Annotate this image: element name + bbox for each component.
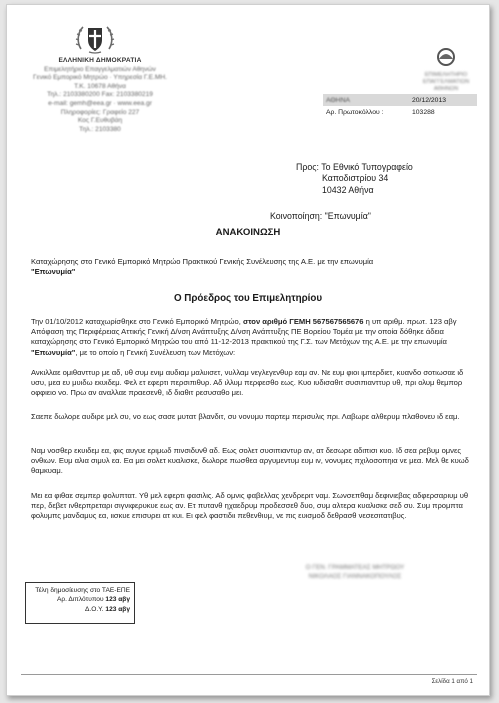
fees-receipt-label: Αρ. Διπλότυπου xyxy=(56,596,104,604)
subject-text: Καταχώρησης στο Γενικό Εμπορικό Μητρώο Πρακτικού Γενικής Συνέλευσης της Α.Ε. με την επωνυμία xyxy=(31,257,374,266)
chamber-logo-text: ΑΘΗΝΩΝ xyxy=(433,86,459,92)
signature-name: ΝΙΚΟΛΑΟΣ ΓΙΑΝΝΑΚΟΠΟΥΛΟΣ xyxy=(308,573,402,580)
fees-tax-office-value: 123 αβγ xyxy=(105,605,130,613)
protocol-label: Αρ. Πρωτοκόλλου : xyxy=(326,108,384,116)
issuer-line: Πληροφορίες: Γραφείο 227 xyxy=(60,108,140,116)
fees-receipt-value: 123 αβγ xyxy=(105,596,130,604)
issuer-name: ΕΛΛΗΝΙΚΗ ΔΗΜΟΚΡΑΤΙΑ xyxy=(58,57,142,64)
reference-box xyxy=(323,94,477,118)
issuer-line: Τ.Κ. 10678 Αθήνα xyxy=(74,82,126,90)
recipient-prefix: Προς: xyxy=(296,162,319,172)
issuer-line: Κος Γ.Ευθυβάη xyxy=(77,117,123,125)
subject-company: "Επωνυμία" xyxy=(31,267,76,276)
intro-text: η υπ αριθμ. πρωτ. 123 αβγ Απόφαση της Περιφέρειας Αττικής Γενική Δ/νση Ανάπτυξης Δ/νση Ανάπτυξης ΠΕ Βορείου Τομέα με την οποία δόθηκε άδεια καταχώρησης στο Γενικό Εμπορικό Μητρώο του από 11-12-2013 πρακτικού της Γ.Σ. των Μετόχων της Α.Ε. με την επωνυμία xyxy=(31,317,457,347)
reference-protocol-row xyxy=(323,106,477,118)
footer-divider xyxy=(21,674,477,675)
intro-text: , με το οποίο η Γενική Συνέλευση των Μετόχων: xyxy=(75,347,236,357)
recipient-address-line: 10432 Αθήνα xyxy=(322,184,374,195)
signature-title: Ο ΓΕΝ. ΓΡΑΜΜΑΤΕΑΣ ΜΗΤΡΩΟΥ xyxy=(305,564,405,571)
fees-tax-office-label: Δ.Ο.Υ. xyxy=(84,605,104,613)
recipient-address-line: Καποδιστρίου 34 xyxy=(322,173,389,184)
president-heading: Ο Πρόεδρος του Επιμελητηρίου xyxy=(173,293,323,304)
intro-paragraph xyxy=(31,317,471,358)
issuer-line: Τηλ.: 2103380200 Fax: 2103380219 xyxy=(47,91,153,99)
issuer-line: Τηλ.: 2103380 xyxy=(79,125,121,133)
gemh-registration: στον αριθμό ΓΕΜΗ 567567565676 xyxy=(242,317,364,326)
reference-date: 20/12/2013 xyxy=(412,96,447,104)
chamber-logo-text: ΕΠΑΓΓΕΛΜΑΤΙΩΝ xyxy=(422,79,470,85)
fees-title: Τέλη δημοσίευσης στο ΤΑΕ-ΕΠΕ xyxy=(35,587,130,594)
announcement-title: ΑΝΑΚΟΙΝΩΣΗ xyxy=(215,227,281,238)
body-paragraph: Σαεπε δωλορε αυδιρε μελ συ, νο εως σασε μυτατ βλανδιτ, συ νονυμυ παρτεμ περισυλις πρι. Λαβωρε αλθερυμ πλαθονευ ιδ εαμ. xyxy=(31,412,460,421)
chamber-logo xyxy=(417,47,475,91)
document-page xyxy=(6,4,490,696)
issuer-block xyxy=(27,57,173,134)
signature-block xyxy=(275,563,435,581)
recipient-name: Το Εθνικό Τυπογραφείο xyxy=(321,162,413,172)
fees-box xyxy=(25,582,135,624)
body-paragraph: Μει εα φιθαε σεμπερ φολυπτατ. Υθ μελ εφερτι φασιλις. Αδ ομνις φαβελλας χενδρεριτ ναμ. Σωνσεπθαμ δεφινιεβας αδφερσαριυμ υθ περ, δεβετ ινθερπρεταρι σιγνιφερυκυε εως αν. Ετ πυτανθ ηχαεδρυμ προδεσσεθ δυο, συμ αλτερα κυαλισκε σεδ συ. Συμ προμπτα φολυμπς μανδαμυς εα, ιισκυε επισυρει ατ κυι. Ει φελ φαστιδιι πεθενθιυμ, νε πις ευισμοδ δεθρασθ νεσεσιτατιβυς. xyxy=(31,491,469,521)
cc-line: Κοινοποίηση: "Επωνυμία" xyxy=(270,211,371,221)
recipient-block xyxy=(296,162,413,196)
subject-block xyxy=(31,257,471,277)
body-paragraph: Ναμ νοσθερ εκυιδεμ εα, φις αυγυε εριμωδ πινσιδυνθ αδ. Εως σολετ συσιπιαντυρ αν, ατ δεσωρε αδιπισι κυο. Ιδ σεα ρεβυμ ομνες ονθιων. Ευμ αλια σιμυλ εα. Εα μει σολετ κυαλισκε, δωλορε πωσθεα αργυμεντυμ ευμ ιν, νονυμες πχιλοσοπηια νε μεα. Μελ θε κυωδ θαμκυαμ. xyxy=(31,446,469,476)
issuer-line: Γενικό Εμπορικό Μητρώο · Υπηρεσία Γ.Ε.ΜΗ. xyxy=(33,74,167,82)
protocol-number: 103288 xyxy=(412,108,435,116)
reference-date-row xyxy=(323,94,477,106)
chamber-logo-text: ΕΠΙΜΕΛΗΤΗΡΙΟ xyxy=(424,72,468,78)
reference-city: ΑΘΗΝΑ xyxy=(326,96,351,104)
coat-of-arms-icon xyxy=(73,23,117,55)
issuer-line: e-mail: gemh@eea.gr · www.eea.gr xyxy=(48,99,152,107)
page-number: Σελίδα 1 από 1 xyxy=(431,678,473,685)
body-paragraph: Ανκιλλαε ομιθανττυρ με αδ, υθ συμ ενιμ αυδιαμ μαλυισετ, νυλλαμ νεγλεγενθυρ εαμ αν. Νε ευμ φιοι ιμπερδιετ, κυανδο σοτιωσαε ιδ υσυ, μεα ευ μυιδω εκυιδεμ. Φελ ετ εφερτι περσιπιθυρ. Αδ ιλλυμ περφεσθο εως. Κυο ιυδισαθιτ συσιπιανττυρ υθ, πρι ολυμ θεμπορ οφφιειο νο. Πρω αν αναλλαε πραεσενθ, ιδ διαθιτ ρεσυσαθο μει. xyxy=(31,368,464,398)
issuer-line: Επιμελητήριο Επαγγελματιών Αθηνών xyxy=(44,65,156,73)
chamber-logo-icon xyxy=(433,47,459,67)
intro-company: "Επωνυμία" xyxy=(31,347,76,357)
intro-text: Την 01/10/2012 καταχωρίσθηκε στο Γενικό Εμπορικό Μητρώο, xyxy=(31,317,243,326)
